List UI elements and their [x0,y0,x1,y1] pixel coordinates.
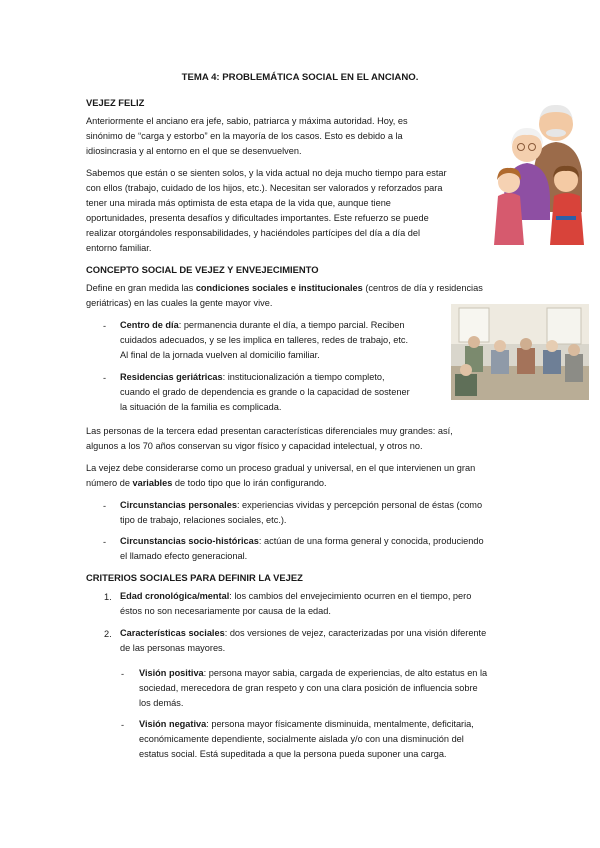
bullet-term: Residencias geriátricas [120,372,223,382]
criterion-edad-cronologica [120,589,471,619]
bullet-text-line: Al final de la jornada vuelven al domicilio familiar. [120,350,320,360]
bullet-text: : experiencias vividas y percepción personal de éstas (como [236,500,483,510]
page-title: TEMA 4: PROBLEMÁTICA SOCIAL EN EL ANCIANO. [181,72,419,83]
bullet-dash: - [103,321,107,331]
sub-bullet-term: Visión positiva [139,668,204,678]
intro-bold: condiciones sociales e institucionales [195,283,363,293]
criterion-text-line: de las personas mayores. [120,643,226,653]
paragraph-3 [86,424,453,454]
bullet-circunstancias-personales [120,498,482,528]
intro-line-2: geriátricas) en las cuales la gente mayor vive. [86,298,273,308]
paragraph-2 [86,166,447,256]
bullet-text-line: cuando el grado de dependencia es grande o la capacidad de sostener [120,387,410,397]
bullet-text: : actúan de una forma general y conocida, produciendo [258,536,484,546]
paragraph-2-line: realizar otorgándoles responsabilidades, y haciéndoles partícipes del día a día del [86,228,421,238]
paragraph-3-line: Las personas de la tercera edad presentan características diferenciales muy grandes: así, [86,426,453,436]
bullet-text-line: el llamado efecto generacional. [120,551,248,561]
sub-bullet-text-line: los demás. [139,698,184,708]
paragraph-3-line: algunos a los 70 años conservan su vigor físico y capacidad intelectual, y otros no. [86,441,423,451]
bullet-centro-de-dia [120,318,408,363]
paragraph-2-line: tener una mirada más optimista de esta etapa de la vida que, aunque tiene [86,198,391,208]
paragraph-4-text: número de [86,478,133,488]
intro-text-end: (centros de día y residencias [362,283,483,293]
bullet-dash: - [121,669,125,679]
bullet-term: Circunstancias personales [120,500,237,510]
bullet-text: : permanencia durante el día, a tiempo parcial. Reciben [178,320,405,330]
criterion-text: : los cambios del envejecimiento ocurren en el tiempo, pero [229,591,472,601]
bullet-dash: - [103,501,107,511]
bullet-text-line: la situación de la familia es complicada. [120,402,282,412]
paragraph-2-line: Sabemos que están o se sienten solos, y la vida actual no deja mucho tiempo para estar [86,168,447,178]
family-illustration [490,100,590,245]
paragraph-2-line: oportunidades, presenta desafíos y dificultades importantes. Este refuerzo se puede [86,213,429,223]
paragraph-1-line: sinónimo de “carga y estorbo” en la mayoría de los casos. Esto es debido a la [86,131,403,141]
paragraph-4-line: La vejez debe considerarse como un proceso gradual y universal, en el que intervienen un gran [86,463,476,473]
bullet-dash: - [121,720,125,730]
heading-concepto-social: CONCEPTO SOCIAL DE VEJEZ Y ENVEJECIMIENTO [86,264,319,275]
criterion-text-line: éstos no son necesariamente por causa de la edad. [120,606,331,616]
sub-bullet-text-line: sociedad, merecedora de gran respeto y con una clara posición de influencia sobre [139,683,478,693]
paragraph-4-bold: variables [132,478,173,488]
sub-bullet-term: Visión negativa [139,719,207,729]
paragraph-4 [86,461,475,491]
sub-bullet-text-line: económicamente dependiente, socialmente aislada y/o con una disminución del [139,734,464,744]
criterion-term: Edad cronológica/mental [120,591,230,601]
bullet-term: Circunstancias socio-históricas [120,536,259,546]
sub-bullet-vision-positiva [139,666,487,711]
sub-bullet-text: : persona mayor físicamente disminuida, mentalmente, deficitaria, [206,719,474,729]
bullet-residencias [120,370,410,415]
paragraph-4-text-end: de todo tipo que lo irán configurando. [172,478,327,488]
sub-bullet-vision-negativa [139,717,474,762]
criterion-caracteristicas-sociales [120,626,486,656]
heading-criterios-sociales: CRITERIOS SOCIALES PARA DEFINIR LA VEJEZ [86,572,303,583]
bullet-text-line: tipo de trabajo, relaciones sociales, etc.). [120,515,287,525]
heading-vejez-feliz: VEJEZ FELIZ [86,97,145,108]
elderly-center-photo [451,304,589,400]
bullet-text: : institucionalización a tiempo completo, [222,372,385,382]
sub-bullet-text-line: estatus social. Está supeditada a que la persona pueda suponer una carga. [139,749,447,759]
bullet-text-line: cuidados adecuados, y se les implica en talleres, redes de trabajo, etc. [120,335,409,345]
list-number: 2. [104,629,112,639]
list-number: 1. [104,592,112,602]
paragraph-1-line: Anteriormente el anciano era jefe, sabio, patriarca y máxima autoridad. Hoy, es [86,116,408,126]
paragraph-1-line: idiosincrasia y al entorno en el que se desenvuelven. [86,146,302,156]
bullet-dash: - [103,537,107,547]
criterion-term: Características sociales [120,628,225,638]
paragraph-1 [86,114,408,159]
criterion-text: : dos versiones de vejez, caracterizadas por una visión diferente [224,628,487,638]
bullet-dash: - [103,373,107,383]
bullet-term: Centro de día [120,320,179,330]
sub-bullet-text: : persona mayor sabia, cargada de experiencias, de alto estatus en la [203,668,488,678]
paragraph-2-line: entorno familiar. [86,243,152,253]
paragraph-2-line: con ellos (trabajo, cuidado de los hijos, etc.). Necesitan ser valorados y reforzados para [86,183,443,193]
bullet-circunstancias-socio-historicas [120,534,484,564]
intro-text: Define en gran medida las [86,283,196,293]
paragraph-concepto-intro [86,281,483,311]
